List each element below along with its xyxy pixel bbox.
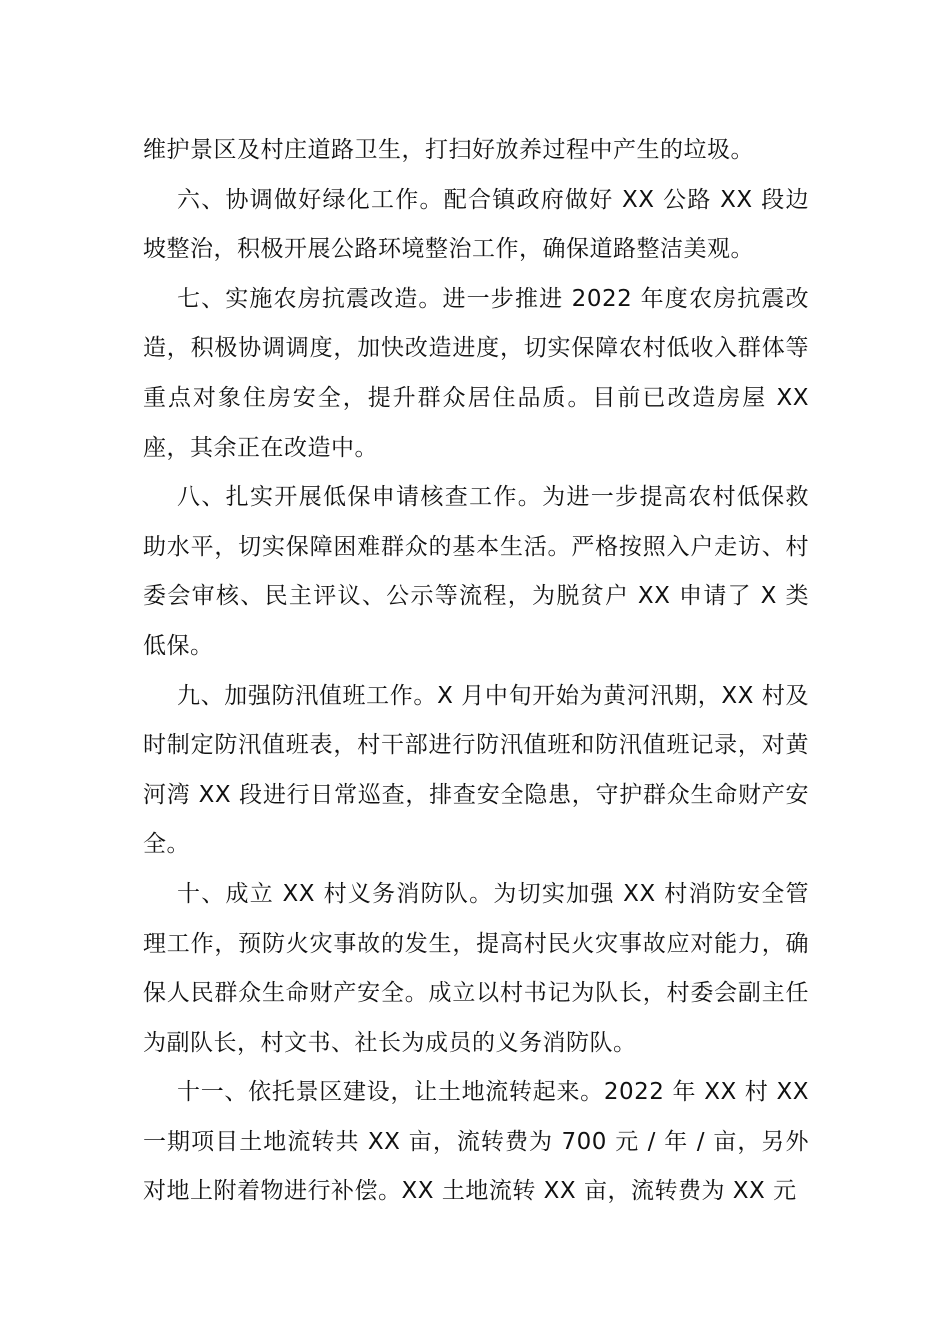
paragraph-flood-duty: 九、加强防汛值班工作。X 月中旬开始为黄河汛期，XX 村及时制定防汛值班表，村干部进行防汛值班和防汛值班记录，对黄河湾 XX 段进行日常巡查，排查安全隐患，守护群众生命财产安全。 xyxy=(143,682,809,858)
paragraph-continuation: 维护景区及村庄道路卫生，打扫好放养过程中产生的垃圾。 xyxy=(143,137,754,163)
document-body xyxy=(143,126,809,1217)
paragraph-fire-brigade: 十、成立 XX 村义务消防队。为切实加强 XX 村消防安全管理工作，预防火灾事故的发生，提高村民火灾事故应对能力，确保人民群众生命财产安全。成立以村书记为队长，村委会副主任为副队长，村文书、社长为成员的义务消防队。 xyxy=(143,880,809,1056)
paragraph-greening-work: 六、协调做好绿化工作。配合镇政府做好 XX 公路 XX 段边坡整治，积极开展公路环境整治工作，确保道路整洁美观。 xyxy=(143,186,809,263)
paragraph-subsistence-allowance: 八、扎实开展低保申请核查工作。为进一步提高农村低保救助水平，切实保障困难群众的基本生活。严格按照入户走访、村委会审核、民主评议、公示等流程，为脱贫户 XX 申请了 X 类低保。 xyxy=(143,484,809,659)
paragraph-seismic-retrofit: 七、实施农房抗震改造。进一步推进 2022 年度农房抗震改造，积极协调调度，加快改造进度，切实保障农村低收入群体等重点对象住房安全，提升群众居住品质。目前已改造房屋 XX 座，其余正在改造中。 xyxy=(143,285,809,461)
paragraph-land-transfer: 十一、依托景区建设，让土地流转起来。2022 年 XX 村 XX 一期项目土地流转共 XX 亩，流转费为 700 元 / 年 / 亩，另外对地上附着物进行补偿。XX 土地流转 XX 亩，流转费为 XX 元 xyxy=(143,1079,809,1205)
